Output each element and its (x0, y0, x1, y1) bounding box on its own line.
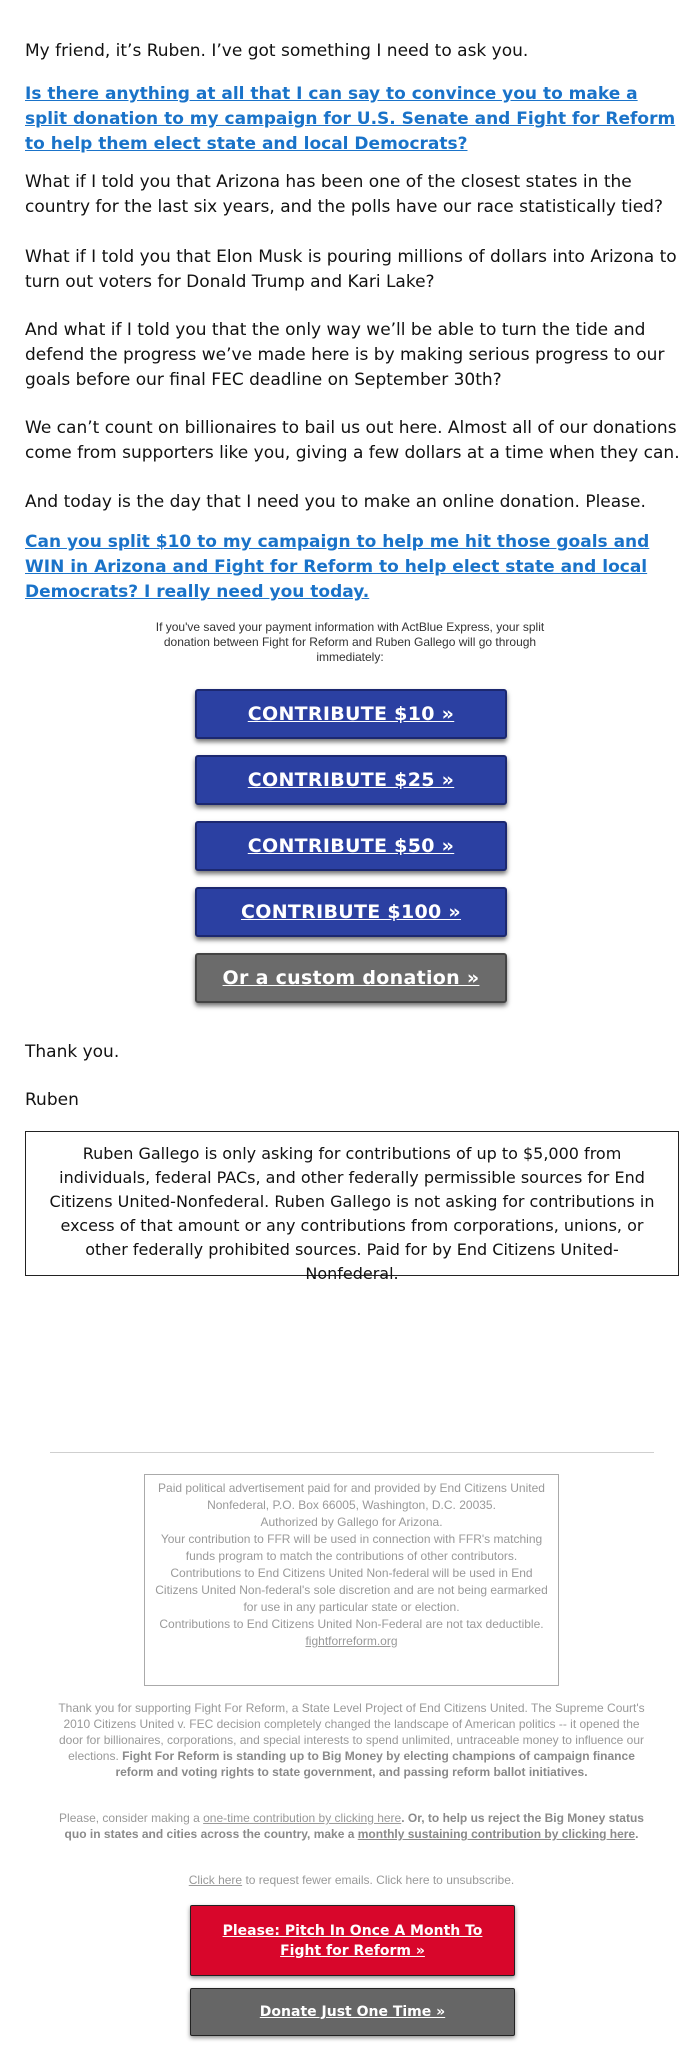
footer-divider (50, 1452, 654, 1453)
unsubscribe-line (58, 1872, 645, 1888)
paragraph-today: And today is the day that I need you to make an online donation. Please. (25, 492, 646, 512)
about-text: Thank you for supporting Fight For Reform, a State Level Project of End Citizens United. The Supreme Court's 2010 Citizens United v. FEC decision completely changed the landscape of American politics -- it opened the door for billionaires, corporations, and special interests to spend unlimited, untraceable money to influence our elections. (58, 1701, 645, 1763)
fewer-emails-text: to request fewer emails. Click here to unsubscribe. (242, 1873, 515, 1887)
one-time-link[interactable]: one-time contribution by clicking here (203, 1811, 402, 1825)
custom-donation-button[interactable]: Or a custom donation » (195, 953, 507, 1003)
monthly-donation-button[interactable]: Please: Pitch In Once A Month To Fight for Reform » (190, 1905, 515, 1976)
paragraph-fec-deadline: And what if I told you that the only way we’ll be able to turn the tide and defend the progress we’ve made here is by making serious progress to our goals before our final FEC deadline on September 30th? (25, 320, 665, 390)
greeting: My friend, it’s Ruben. I’ve got something I need to ask you. (25, 41, 529, 61)
tax-line: Contributions to End Citizens United Non-Federal are not tax deductible. (159, 1617, 544, 1631)
about-paragraph (58, 1700, 645, 1780)
consider-prefix: Please, consider making a (59, 1811, 204, 1825)
contribute-100-button[interactable]: CONTRIBUTE $100 » (195, 887, 507, 937)
split-10-link[interactable]: Can you split $10 to my campaign to help me hit those goals and WIN in Arizona and Fight for Reform to help elect state and local Democrats? I really need you today. (25, 532, 650, 602)
fewer-emails-link[interactable]: Click here (188, 1873, 243, 1887)
contribute-10-button[interactable]: CONTRIBUTE $10 » (195, 689, 507, 739)
consider-bold: . Or, to help us reject the Big Money status quo in states and cities across the country, make a (64, 1811, 644, 1841)
contribute-50-button[interactable]: CONTRIBUTE $50 » (195, 821, 507, 871)
paid-for-box (144, 1474, 559, 1686)
authorized-line: Authorized by Gallego for Arizona. (260, 1515, 443, 1529)
monthly-link[interactable]: monthly sustaining contribution by clicking here (357, 1827, 636, 1841)
paid-for-line: Paid political advertisement paid for and provided by End Citizens United Nonfederal, P.O. Box 66005, Washington, D.C. 20035. (158, 1481, 545, 1512)
discretion-line: Contributions to End Citizens United Non-federal will be used in End Citizens United Non-federal's sole discretion and are not being earmarked for use in any particular state or election. (155, 1566, 548, 1614)
actblue-express-note: If you've saved your payment information with ActBlue Express, your split donation between Fight for Reform and Ruben Gallego will go through immediately: (155, 620, 545, 664)
consider-paragraph (58, 1810, 645, 1842)
consider-period: . (635, 1827, 639, 1841)
matching-funds-line: Your contribution to FFR will be used in connection with FFR's matching funds program to match the contributions of other contributors. (160, 1532, 543, 1563)
site-link[interactable]: fightforreform.org (305, 1634, 398, 1648)
about-bold-text: Fight For Reform is standing up to Big Money by electing champions of campaign finance reform and voting rights to state government, and passing reform ballot initiatives. (115, 1749, 635, 1779)
paragraph-elon-musk: What if I told you that Elon Musk is pouring millions of dollars into Arizona to turn out voters for Donald Trump and Kari Lake? (25, 247, 677, 292)
one-time-donation-button[interactable]: Donate Just One Time » (190, 1988, 515, 2036)
signature: Ruben (25, 1090, 79, 1110)
contribute-25-button[interactable]: CONTRIBUTE $25 » (195, 755, 507, 805)
contribution-disclaimer: Ruben Gallego is only asking for contributions of up to $5,000 from individuals, federal PACs, and other federally permissible sources for End Citizens United-Nonfederal. Ruben Gallego is not asking for contributions in excess of that amount or any contributions from corporations, unions, or other federally prohibited sources. Paid for by End Citizens United-Nonfederal. (25, 1131, 679, 1276)
paragraph-closest-state: What if I told you that Arizona has been one of the closest states in the country for the last six years, and the polls have our race statistically tied? (25, 172, 663, 217)
split-donation-link[interactable]: Is there anything at all that I can say to convince you to make a split donation to my campaign for U.S. Senate and Fight for Reform to help them elect state and local Democrats? (25, 84, 676, 154)
paragraph-billionaires: We can’t count on billionaires to bail us out here. Almost all of our donations come from supporters like you, giving a few dollars at a time when they can. (25, 418, 680, 463)
thank-you: Thank you. (25, 1042, 120, 1062)
